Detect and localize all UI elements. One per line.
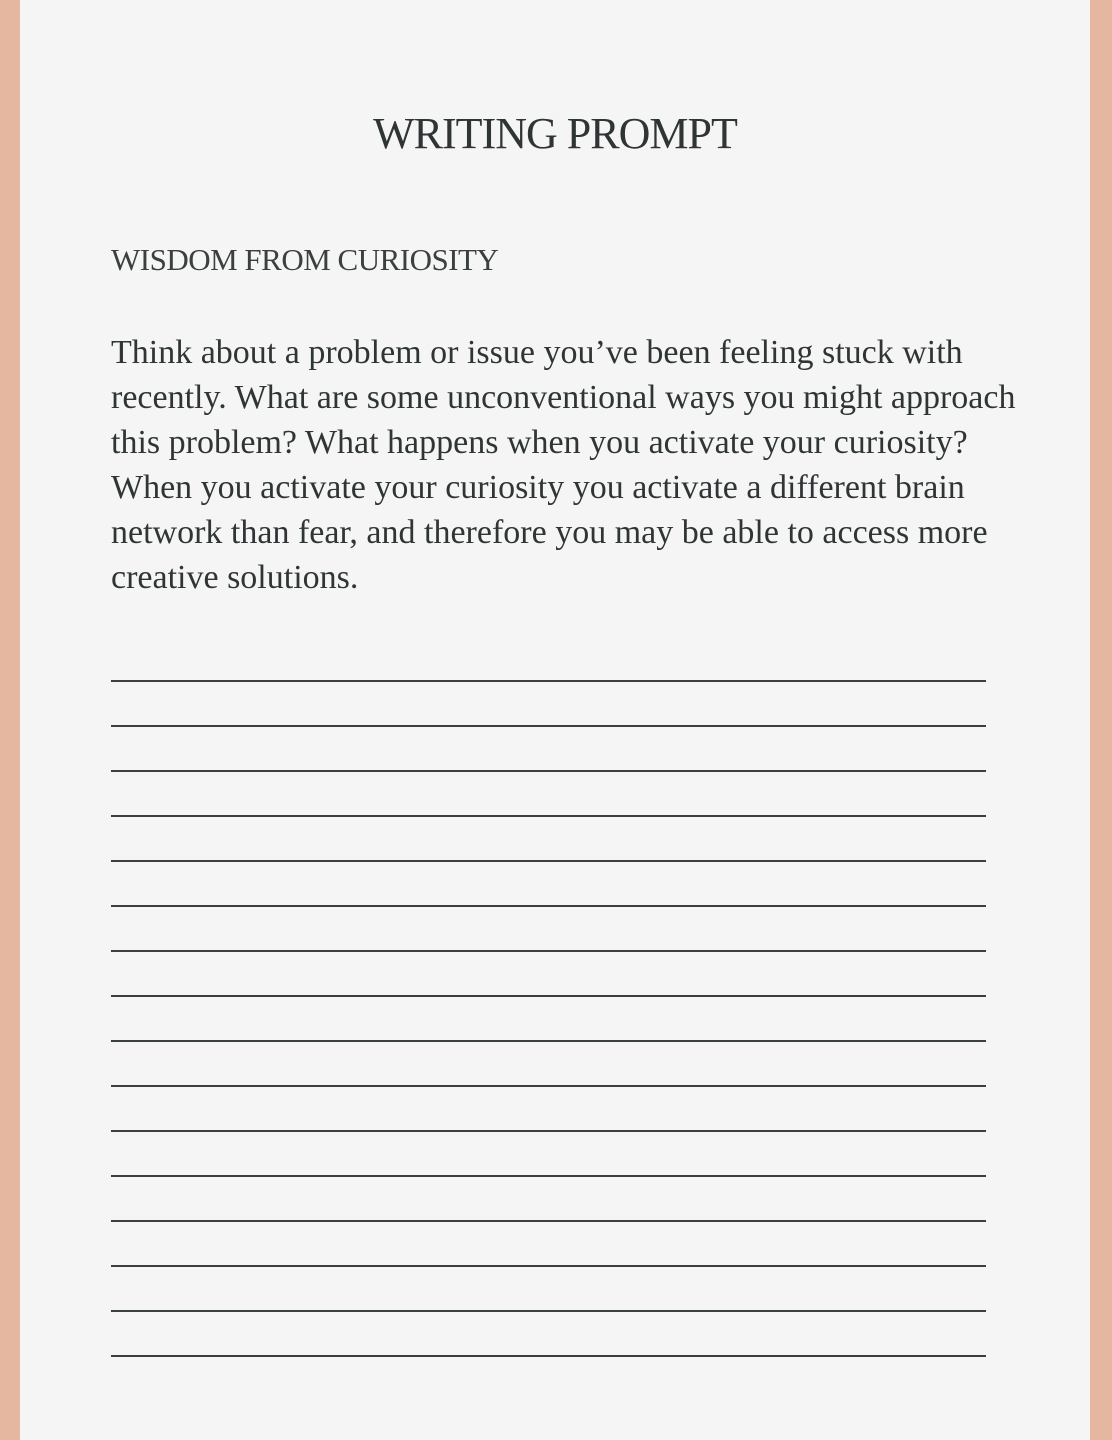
- writing-line: [111, 815, 986, 817]
- writing-line: [111, 680, 986, 682]
- writing-line: [111, 995, 986, 997]
- page-title: WRITING PROMPT: [373, 109, 737, 158]
- writing-line: [111, 905, 986, 907]
- writing-line: [111, 1220, 986, 1222]
- writing-lines-area: [111, 0, 986, 1440]
- writing-line: [111, 725, 986, 727]
- prompt-subtitle: WISDOM FROM CURIOSITY: [111, 242, 499, 277]
- writing-line: [111, 1175, 986, 1177]
- writing-line: [111, 1130, 986, 1132]
- writing-line: [111, 1355, 986, 1357]
- writing-line: [111, 1040, 986, 1042]
- writing-line: [111, 1310, 986, 1312]
- prompt-text: Think about a problem or issue you’ve been feeling stuck with recently. What are some unconventional ways you might approach this problem? What happens when you activate your curiosity? When you activate your curiosity you activate a different brain network than fear, and therefore you may be able to access more creative solutions.: [111, 334, 1016, 596]
- writing-line: [111, 770, 986, 772]
- writing-line: [111, 950, 986, 952]
- writing-line: [111, 1085, 986, 1087]
- writing-line: [111, 1265, 986, 1267]
- worksheet-page: [20, 0, 1090, 1440]
- writing-line: [111, 860, 986, 862]
